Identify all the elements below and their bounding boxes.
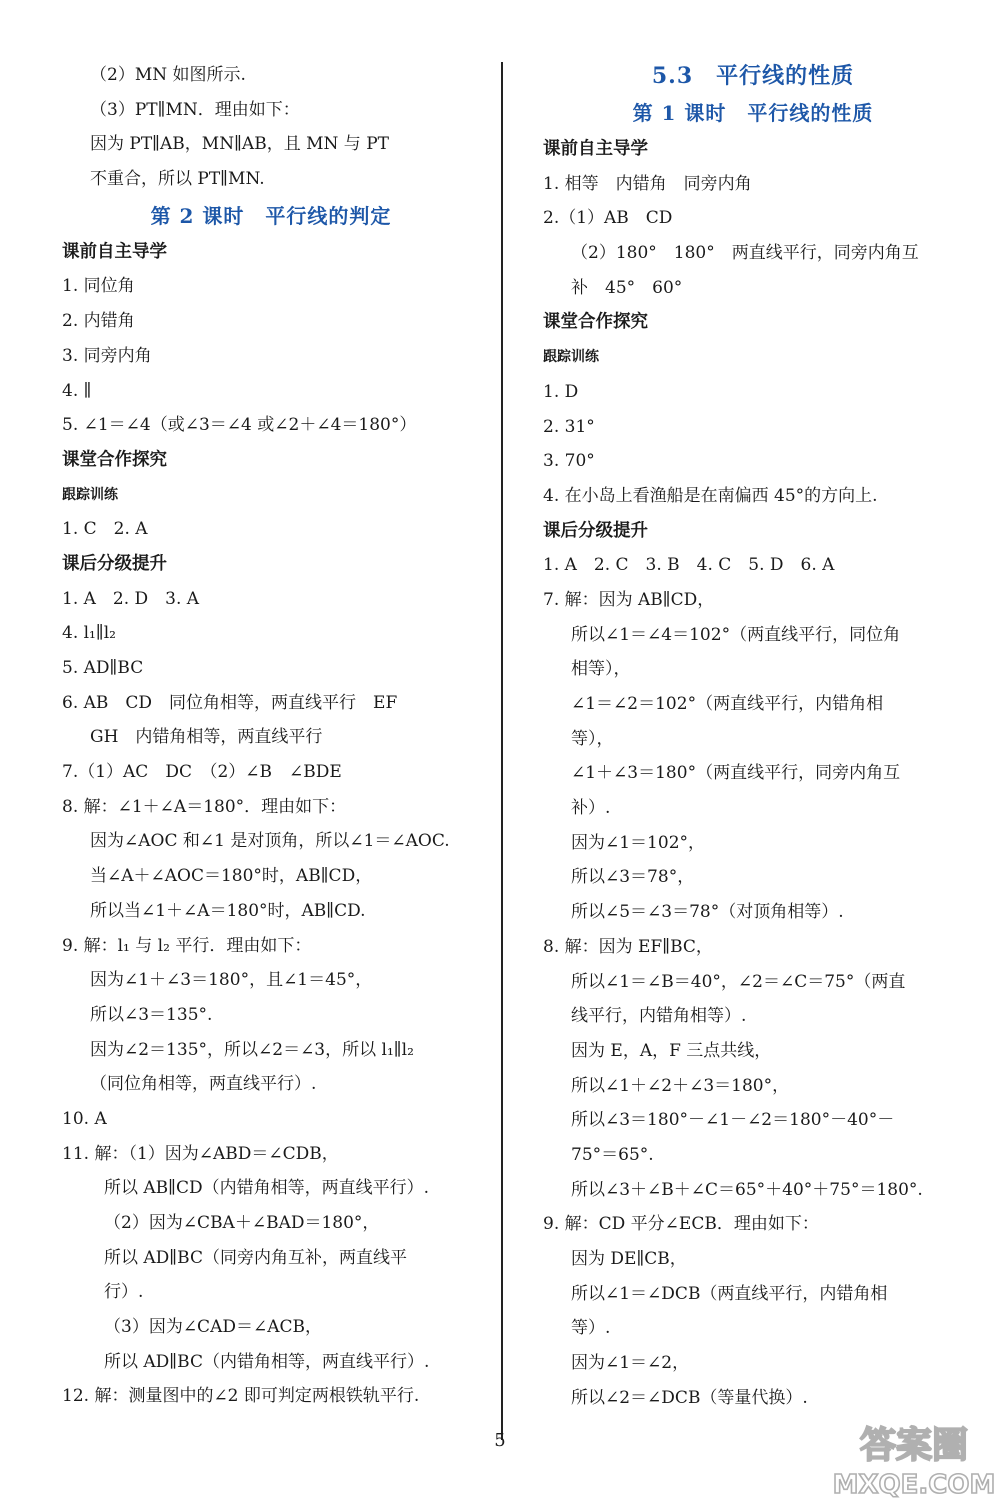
text-line: 7. 解：因为 AB∥CD， — [543, 589, 715, 610]
text-line: 所以∠5＝∠3＝78°（对顶角相等）. — [571, 902, 844, 923]
text-line: 因为∠2＝135°，所以∠2＝∠3，所以 l₁∥l₂ — [90, 1039, 414, 1060]
text-line: 所以∠1＝∠4＝102°（两直线平行，同位角 — [571, 624, 901, 645]
text-line: 所以∠1＋∠2＋∠3＝180°， — [571, 1075, 790, 1096]
text-line: 所以∠3＝180°－∠1－∠2＝180°－40°－ — [571, 1110, 895, 1131]
text-line: 因为∠AOC 和∠1 是对顶角，所以∠1＝∠AOC. — [90, 831, 450, 852]
text-line: ∠1＋∠3＝180°（两直线平行，同旁内角互 — [571, 763, 901, 784]
text-line: 行）. — [104, 1282, 144, 1303]
text-line: 1. A 2. C 3. B 4. C 5. D 6. A — [543, 555, 835, 576]
text-line: 因为 E，A，F 三点共线， — [571, 1040, 772, 1061]
text-line: 9. 解：l₁ 与 l₂ 平行．理由如下： — [62, 935, 312, 956]
right-column — [543, 58, 963, 1415]
watermark-bottom-text: MXQE.COM — [834, 1470, 994, 1500]
text-line: （2）MN 如图所示. — [90, 65, 246, 85]
text-line: 2. 内错角 — [62, 311, 135, 332]
text-line: 所以 AD∥BC（内错角相等，两直线平行）. — [104, 1351, 430, 1372]
heading-line: 5.3 平行线的性质 — [651, 63, 855, 89]
text-line: 9. 解：CD 平分∠ECB．理由如下： — [543, 1214, 819, 1235]
heading-line: 课堂合作探究 — [543, 312, 648, 333]
heading-line: 课前自主导学 — [543, 139, 648, 159]
column-divider — [501, 62, 503, 1440]
text-line: 补 45° 60° — [571, 277, 683, 298]
text-line: 4. 在小岛上看渔船是在南偏西 45°的方向上. — [543, 485, 878, 506]
heading-line: 课后分级提升 — [543, 520, 648, 541]
text-line: 10. A — [62, 1108, 107, 1129]
page-number: 5 — [494, 1430, 506, 1451]
text-line: 因为∠1＋∠3＝180°，且∠1＝45°， — [90, 970, 373, 991]
text-line: （2）因为∠CBA＋∠BAD＝180°， — [104, 1213, 380, 1233]
text-line: GH 内错角相等，两直线平行 — [90, 727, 323, 748]
text-line: 所以∠3＝135°. — [90, 1004, 213, 1025]
text-line: 所以∠2＝∠DCB（等量代换）. — [571, 1387, 808, 1408]
text-line: （3）因为∠CAD＝∠ACB， — [104, 1317, 322, 1338]
text-line: 所以 AB∥CD（内错角相等，两直线平行）. — [104, 1178, 430, 1199]
text-line: 8. 解：因为 EF∥BC， — [543, 936, 713, 957]
text-line: 75°＝65°. — [571, 1144, 654, 1165]
text-line: 12. 解：测量图中的∠2 即可判定两根铁轨平行. — [62, 1386, 420, 1407]
text-line: （2）180° 180° 两直线平行，同旁内角互 — [571, 243, 919, 264]
text-line: 所以∠3＝78°， — [571, 867, 695, 888]
text-line: 1. 同位角 — [62, 276, 135, 297]
text-line: 相等）， — [571, 659, 631, 680]
text-line: 等）. — [571, 1318, 611, 1339]
text-line: 当∠A＋∠AOC＝180°时，AB∥CD， — [90, 866, 373, 887]
left-column — [62, 58, 480, 1414]
text-line: 1. A 2. D 3. A — [62, 588, 200, 609]
heading-line: 第 2 课时 平行线的判定 — [150, 203, 392, 228]
text-line: 线平行，内错角相等）. — [571, 1006, 747, 1027]
text-line: 等）， — [571, 728, 614, 749]
text-line: 所以∠3＋∠B＋∠C＝65°＋40°＋75°＝180°. — [571, 1179, 923, 1200]
text-line: 因为 PT∥AB，MN∥AB，且 MN 与 PT — [90, 134, 389, 155]
text-line: 5. AD∥BC — [62, 658, 144, 678]
text-line: 8. 解：∠1＋∠A＝180°．理由如下： — [62, 796, 347, 817]
text-line: 因为∠1＝102°， — [571, 832, 706, 853]
text-line: 1. C 2. A — [62, 519, 148, 540]
text-line: 6. AB CD 同位角相等，两直线平行 EF — [62, 692, 398, 713]
text-line: 所以∠1＝∠B＝40°，∠2＝∠C＝75°（两直 — [571, 971, 906, 992]
text-line: 2.（1）AB CD — [543, 208, 673, 229]
text-line: （同位角相等，两直线平行）. — [90, 1074, 317, 1095]
text-line: （3）PT∥MN．理由如下： — [90, 99, 300, 120]
watermark-logo — [834, 1417, 994, 1501]
heading-line: 课后分级提升 — [62, 553, 167, 574]
text-line: 所以∠1＝∠DCB（两直线平行，内错角相 — [571, 1283, 888, 1304]
text-line: 所以 AD∥BC（同旁内角互补，两直线平 — [104, 1247, 407, 1268]
text-line: 不重合，所以 PT∥MN. — [90, 169, 265, 190]
heading-line: 跟踪训练 — [543, 349, 599, 366]
text-line: 因为 DE∥CB， — [571, 1249, 687, 1269]
text-line: 2. 31° — [543, 416, 595, 437]
text-line: 4. l₁∥l₂ — [62, 623, 116, 644]
text-line: 所以当∠1＋∠A＝180°时，AB∥CD. — [90, 900, 366, 921]
heading-line: 课堂合作探究 — [62, 449, 167, 470]
text-line: 5. ∠1＝∠4（或∠3＝∠4 或∠2＋∠4＝180°） — [62, 415, 417, 436]
text-line: 补）. — [571, 798, 611, 819]
heading-line: 第 1 课时 平行线的性质 — [632, 101, 874, 125]
text-line: ∠1＝∠2＝102°（两直线平行，内错角相 — [571, 694, 884, 714]
text-line: 7.（1）AC DC （2）∠B ∠BDE — [62, 762, 342, 783]
text-line: 3. 70° — [543, 451, 595, 472]
text-line: 4. ∥ — [62, 380, 92, 401]
text-line: 11. 解：（1）因为∠ABD＝∠CDB， — [62, 1143, 339, 1164]
text-line: 因为∠1＝∠2， — [571, 1353, 690, 1374]
heading-line: 跟踪训练 — [62, 486, 118, 503]
text-line: 1. 相等 内错角 同旁内角 — [543, 173, 752, 194]
text-line: 3. 同旁内角 — [62, 345, 152, 366]
heading-line: 课前自主导学 — [62, 241, 167, 262]
text-line: 1. D — [543, 381, 579, 402]
watermark-top-text: 答案圈 — [859, 1425, 969, 1466]
